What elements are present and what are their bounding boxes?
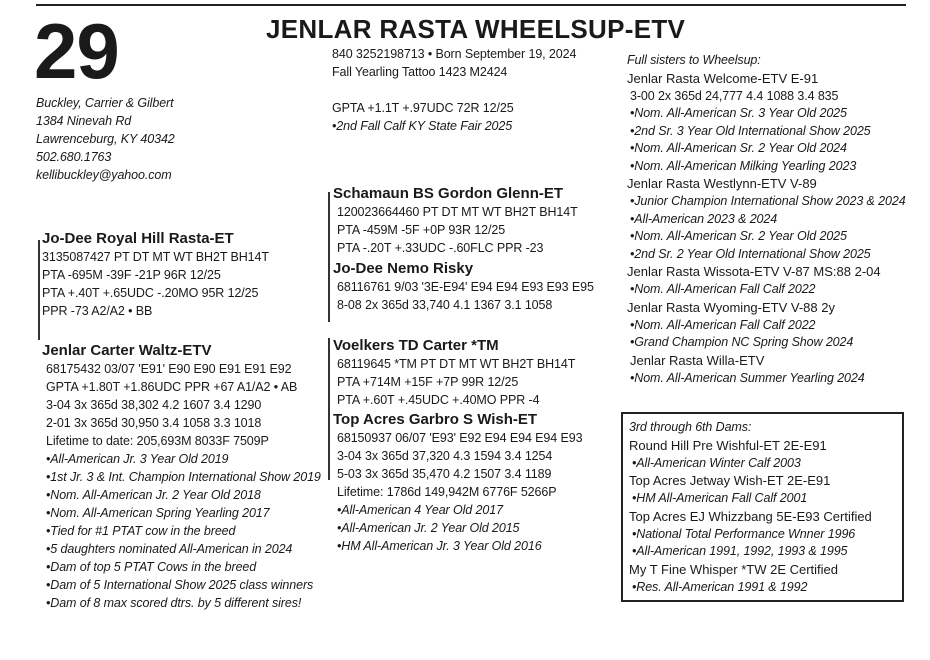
third-dam-row — [629, 437, 872, 455]
dam-sire-line: PTA +714M +15F +7P 99R 12/25 — [337, 375, 519, 389]
dam-note: •1st Jr. 3 & Int. Champion International Show 2019 — [46, 470, 321, 484]
dam-line: GPTA +1.80T +1.86UDC PPR +67 A1/A2 • AB — [46, 380, 298, 394]
third-dam-note: •All-American Winter Calf 2003 — [632, 455, 801, 470]
third-dam-note: •Res. All-American 1991 & 1992 — [632, 579, 808, 594]
dam-dam-note: •All-American Jr. 2 Year Old 2015 — [337, 521, 520, 535]
dam-dam-block — [333, 410, 582, 555]
sire-bracket — [38, 240, 40, 340]
top-rule — [36, 4, 906, 6]
third-dam-score: 2E Certified — [766, 561, 839, 577]
third-dam-name: Round Hill Pre Wishful-ET — [629, 437, 780, 453]
dam-dam-name: Top Acres Garbro S Wish-ET — [333, 411, 538, 428]
animal-info-block — [332, 45, 576, 135]
third-dams-heading: 3rd through 6th Dams: — [629, 420, 752, 434]
sire-dam-block — [333, 259, 594, 314]
full-sister-name: Jenlar Rasta Wyoming-ETV V-88 2y — [627, 299, 835, 315]
dam-note: •All-American Jr. 3 Year Old 2019 — [46, 452, 229, 466]
dam-note: •Nom. All-American Spring Yearling 2017 — [46, 506, 270, 520]
full-sister-line: •Grand Champion NC Spring Show 2024 — [630, 335, 854, 349]
animal-award: •2nd Fall Calf KY State Fair 2025 — [332, 119, 513, 133]
sire-sire-line: 120023664460 PT DT MT WT BH2T BH14T — [337, 205, 578, 219]
dam-sire-line: 68119645 *TM PT DT MT WT BH2T BH14T — [337, 357, 576, 371]
sire-line: PTA -695M -39F -21P 96R 12/25 — [42, 268, 221, 282]
consignor-email: kellibuckley@yahoo.com — [36, 168, 172, 182]
consignor-phone: 502.680.1763 — [36, 150, 112, 164]
full-sister-name: Jenlar Rasta Welcome-ETV E-91 — [627, 70, 819, 86]
animal-name-title: JENLAR RASTA WHEELSUP-ETV — [266, 14, 686, 44]
dam-dam-line: 3-04 3x 365d 37,320 4.3 1594 3.4 1254 — [337, 449, 553, 463]
animal-gpta: GPTA +1.1T +.97UDC 72R 12/25 — [332, 101, 514, 115]
sire-dam-line: 8-08 2x 365d 33,740 4.1 1367 3.1 1058 — [337, 298, 553, 312]
dam-note: •Tied for #1 PTAT cow in the breed — [46, 524, 236, 538]
dam-dam-note: •HM All-American Jr. 3 Year Old 2016 — [337, 539, 542, 553]
animal-class-tattoo: Fall Yearling Tattoo 1423 M2424 — [332, 65, 508, 79]
full-sister-line: •All-American 2023 & 2024 — [630, 211, 778, 226]
full-sister-line: •Nom. All-American Sr. 2 Year Old 2024 — [630, 141, 847, 155]
full-sister-line: •2nd Sr. 2 Year Old International Show 2025 — [630, 246, 871, 261]
sire-side-bracket — [328, 192, 330, 322]
third-dam-name: Top Acres Jetway Wish-ET — [629, 473, 784, 488]
sire-sire-name: Schamaun BS Gordon Glenn-ET — [333, 185, 564, 202]
third-dam-score: 2E-E91 — [783, 473, 831, 488]
full-sisters-block — [627, 52, 906, 387]
dam-line: 3-04 3x 365d 38,302 4.2 1607 3.4 1290 — [46, 398, 262, 412]
full-sister-name: Jenlar Rasta Willa-ETV — [630, 352, 765, 368]
dam-sire-line: PTA +.60T +.45UDC +.40MO PPR -4 — [337, 393, 540, 407]
dam-block — [42, 341, 321, 612]
dam-sire-name: Voelkers TD Carter *TM — [333, 337, 499, 354]
third-dams-block — [629, 419, 872, 596]
consignor-block — [36, 94, 175, 184]
third-dam-name: Top Acres EJ Whizzbang — [629, 508, 773, 524]
consignor-address2: Lawrenceburg, KY 40342 — [36, 132, 175, 146]
full-sister-line: •Nom. All-American Sr. 2 Year Old 2025 — [630, 229, 847, 243]
third-dam-name: My T Fine Whisper *TW — [629, 561, 767, 577]
dam-line: 68175432 03/07 'E91' E90 E90 E91 E91 E92 — [46, 362, 292, 376]
third-dam-score: 2E-E91 — [779, 437, 827, 453]
dam-dam-line: 68150937 06/07 'E93' E92 E94 E94 E94 E93 — [337, 431, 583, 445]
full-sister-name: Jenlar Rasta Westlynn-ETV V-89 — [627, 176, 817, 191]
third-dam-row — [629, 561, 872, 579]
third-dam-note: •HM All-American Fall Calf 2001 — [632, 491, 808, 505]
full-sister-line: •2nd Sr. 3 Year Old International Show 2025 — [630, 123, 871, 138]
third-dam-row — [629, 472, 872, 490]
lot-number: 29 — [34, 7, 119, 95]
dam-line: 2-01 3x 365d 30,950 3.4 1058 3.3 1018 — [46, 416, 262, 430]
dam-note: •Dam of 5 International Show 2025 class winners — [46, 578, 314, 592]
third-dam-row — [629, 508, 872, 526]
consignor-address1: 1384 Ninevah Rd — [36, 114, 132, 128]
full-sister-line: •Junior Champion International Show 2023 & 2024 — [630, 194, 906, 208]
animal-id-birth: 840 3252198713 • Born September 19, 2024 — [332, 47, 577, 61]
dam-side-bracket — [328, 338, 330, 480]
dam-dam-line: Lifetime: 1786d 149,942M 6776F 5266P — [337, 485, 557, 499]
dam-note: •5 daughters nominated All-American in 2024 — [46, 542, 293, 556]
full-sister-line: 3-00 2x 365d 24,777 4.4 1088 3.4 835 — [630, 88, 839, 103]
full-sisters-heading: Full sisters to Wheelsup: — [627, 53, 761, 67]
dam-dam-line: 5-03 3x 365d 35,470 4.2 1507 3.4 1189 — [337, 467, 552, 481]
sire-dam-line: 68116761 9/03 '3E-E94' E94 E94 E93 E93 E95 — [337, 280, 594, 294]
full-sister-line: •Nom. All-American Summer Yearling 2024 — [630, 370, 865, 385]
third-dam-score: 5E-E93 Certified — [772, 508, 872, 524]
full-sister-line: •Nom. All-American Milking Yearling 2023 — [630, 158, 857, 173]
full-sister-line: •Nom. All-American Fall Calf 2022 — [630, 317, 816, 332]
dam-sire-block — [333, 336, 575, 409]
dam-dam-note: •All-American 4 Year Old 2017 — [337, 503, 503, 517]
sire-line: PPR -73 A2/A2 • BB — [42, 304, 153, 318]
dam-note: •Nom. All-American Jr. 2 Year Old 2018 — [46, 488, 261, 502]
third-dam-note: •All-American 1991, 1992, 1993 & 1995 — [632, 544, 848, 558]
third-dam-note: •National Total Performance Wnner 1996 — [632, 526, 856, 541]
sire-sire-line: PTA -.20T +.33UDC -.60FLC PPR -23 — [337, 241, 544, 255]
sire-sire-block — [333, 184, 578, 257]
full-sister-name: Jenlar Rasta Wissota-ETV V-87 MS:88 2-04 — [627, 264, 881, 279]
sire-sire-line: PTA -459M -5F +0P 93R 12/25 — [337, 223, 506, 237]
dam-name: Jenlar Carter Waltz-ETV — [42, 342, 212, 359]
dam-line: Lifetime to date: 205,693M 8033F 7509P — [46, 434, 269, 448]
sire-dam-name: Jo-Dee Nemo Risky — [333, 260, 474, 277]
full-sister-line: •Nom. All-American Fall Calf 2022 — [630, 282, 816, 296]
sire-name: Jo-Dee Royal Hill Rasta-ET — [42, 230, 234, 247]
consignor-name: Buckley, Carrier & Gilbert — [36, 96, 174, 110]
sire-block — [42, 229, 269, 320]
sire-line: 3135087427 PT DT MT WT BH2T BH14T — [42, 250, 269, 264]
sire-line: PTA +.40T +.65UDC -.20MO 95R 12/25 — [42, 286, 259, 300]
dam-note: •Dam of top 5 PTAT Cows in the breed — [46, 560, 257, 574]
full-sister-line: •Nom. All-American Sr. 3 Year Old 2025 — [630, 106, 847, 120]
dam-note: •Dam of 8 max scored dtrs. by 5 different sires! — [46, 596, 302, 610]
